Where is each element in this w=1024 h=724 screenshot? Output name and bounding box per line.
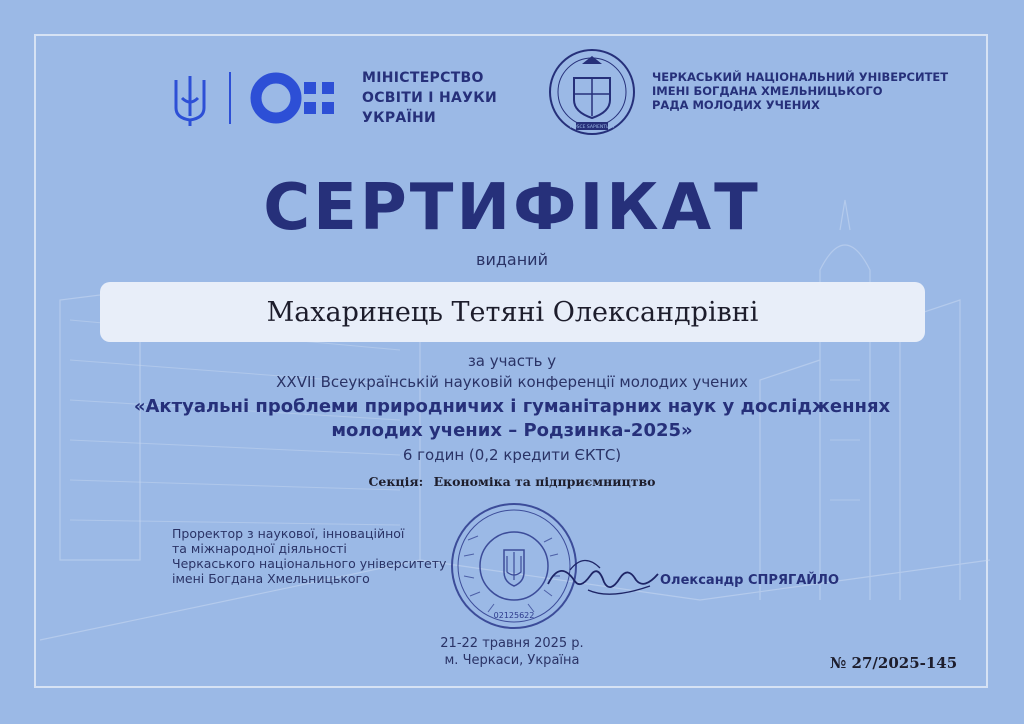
header-divider <box>229 72 231 124</box>
section-label: Секція: <box>368 474 424 489</box>
university-line: ЧЕРКАСЬКИЙ НАЦІОНАЛЬНИЙ УНІВЕРСИТЕТ <box>652 70 949 84</box>
credit-hours: 6 годин (0,2 кредити ЄКТС) <box>402 446 622 464</box>
signatory-position <box>172 526 446 586</box>
ministry-name <box>362 68 497 128</box>
event-dates: 21-22 травня 2025 р. <box>440 636 584 651</box>
event-place: м. Черкаси, Україна <box>444 653 580 668</box>
issued-label: виданий <box>476 250 548 269</box>
recipient-name-box <box>100 282 925 342</box>
participation-text: за участь у <box>467 352 557 370</box>
position-line: Черкаського національного університету <box>172 556 447 571</box>
university-line: РАДА МОЛОДИХ УЧЕНИХ <box>652 98 820 112</box>
position-line: Проректор з наукової, інноваційної <box>172 526 405 541</box>
certificate-number: № 27/2025-145 <box>830 654 958 672</box>
conference-topic-line: молодих учених – Родзинка-2025» <box>331 420 693 441</box>
position-line: та міжнародної діяльності <box>172 541 347 556</box>
certificate-title: СЕРТИФІКАТ <box>263 171 761 245</box>
ministry-line: МІНІСТЕРСТВО <box>362 70 484 86</box>
position-line: імені Богдана Хмельницького <box>172 571 370 586</box>
stamp-code: 02125622 <box>493 611 535 620</box>
university-seal-icon <box>546 46 638 138</box>
section-value: Економіка та підприємництво <box>433 474 656 489</box>
ministry-line: ОСВІТИ І НАУКИ <box>362 90 497 106</box>
seal-motto: NOSCE SAPIENTIAM <box>569 125 615 130</box>
university-name <box>652 70 948 112</box>
trident-icon <box>172 72 208 128</box>
signature-icon <box>540 540 670 610</box>
signatory-name: Олександр СПРЯГАЙЛО <box>660 573 840 588</box>
conference-name: XXVII Всеукраїнській науковій конференції молодих учених <box>276 373 748 391</box>
section-info <box>0 474 1024 489</box>
recipient-name: Махаринець Тетяні Олександрівні <box>266 296 759 328</box>
ministry-logo-icon <box>250 70 346 126</box>
ministry-line: УКРАЇНИ <box>362 110 437 126</box>
conference-topic-line: «Актуальні проблеми природничих і гуманітарних наук у дослідженнях <box>133 396 891 417</box>
university-line: ІМЕНІ БОГДАНА ХМЕЛЬНИЦЬКОГО <box>652 84 883 98</box>
